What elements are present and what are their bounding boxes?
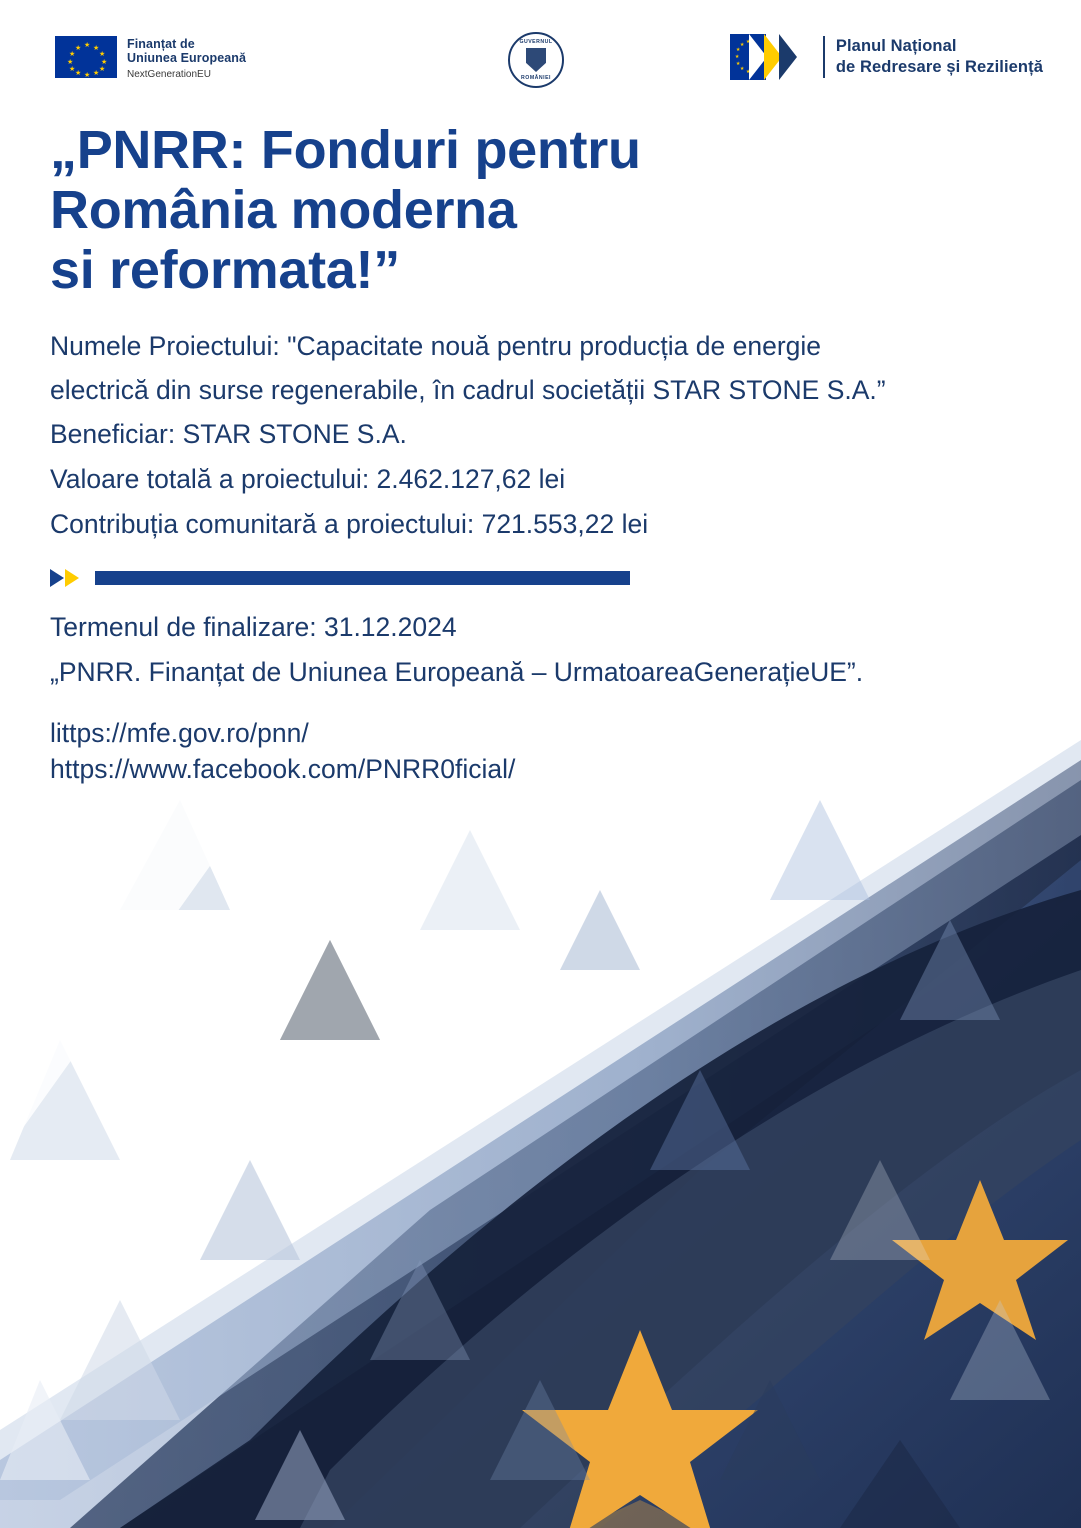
decorative-divider — [50, 569, 1050, 587]
government-seal-icon — [508, 32, 564, 88]
funding-statement-line: „PNRR. Finanțat de Uniunea Europeană – UrmatoareaGenerațieUE”. — [50, 657, 864, 687]
project-details — [50, 324, 1050, 547]
pnrr-divider — [823, 36, 825, 78]
pnrr-arrows-icon — [730, 34, 812, 80]
main-content — [50, 120, 1050, 787]
pnrr-logo — [730, 34, 1043, 80]
eu-funding-line3: NextGenerationEU — [127, 69, 211, 80]
beneficiary-line: Beneficiar: STAR STONE S.A. — [50, 419, 407, 449]
divider-arrow-white-icon — [80, 569, 94, 587]
deadline-line: Termenul de finalizare: 31.12.2024 — [50, 612, 457, 642]
deadline-and-statement — [50, 605, 1050, 695]
seal-ring-bottom: ROMÂNIEI — [521, 75, 551, 81]
seal-ring-top: GUVERNUL — [519, 39, 553, 45]
links-block — [50, 715, 1050, 787]
community-contribution-line: Contribuția comunitară a proiectului: 721.553,22 lei — [50, 509, 649, 539]
page-title — [50, 120, 1050, 300]
pnrr-logo-line1: Planul Național — [835, 37, 957, 55]
seal-crest-icon — [526, 48, 546, 72]
header-logos-bar — [0, 0, 1081, 110]
eu-funding-logo — [55, 36, 246, 81]
artwork-svg — [0, 740, 1081, 1528]
project-name-line1: Numele Proiectului: "Capacitate nouă pentru producția de energie — [50, 331, 822, 361]
background-artwork — [0, 740, 1081, 1528]
government-logo — [508, 32, 564, 88]
page-title-line2: România moderna — [50, 180, 517, 240]
link-facebook[interactable]: https://www.facebook.com/PNRR0ficial/ — [50, 754, 516, 784]
pnrr-flag-icon: ★ ★ ★ ★ ★ ★ ★ ★ ★ ★ ★ ★ — [730, 34, 766, 80]
page-title-line1: „PNRR: Fonduri pentru — [50, 120, 641, 180]
arrow-blue-icon — [779, 34, 797, 80]
page-title-line3: si reformata!” — [50, 240, 400, 300]
project-name-line2: electrică din surse regenerabile, în cadrul societății STAR STONE S.A.” — [50, 375, 886, 405]
pnrr-logo-text — [836, 36, 1043, 78]
total-value-line: Valoare totală a proiectului: 2.462.127,62 lei — [50, 464, 566, 494]
eu-funding-line2: Uniunea Europeană — [127, 51, 247, 65]
divider-arrow-yellow-icon — [65, 569, 79, 587]
eu-funding-line1: Finanțat de — [127, 37, 195, 51]
eu-funding-text — [127, 36, 246, 81]
link-mfe[interactable]: littps://mfe.gov.ro/pnn/ — [50, 718, 309, 748]
divider-bar — [95, 571, 630, 585]
eu-flag-icon: ★ ★ ★ ★ ★ ★ ★ ★ ★ ★ ★ ★ — [55, 36, 117, 78]
divider-arrow-blue-icon — [50, 569, 64, 587]
pnrr-logo-line2: de Redresare și Reziliență — [835, 58, 1043, 76]
